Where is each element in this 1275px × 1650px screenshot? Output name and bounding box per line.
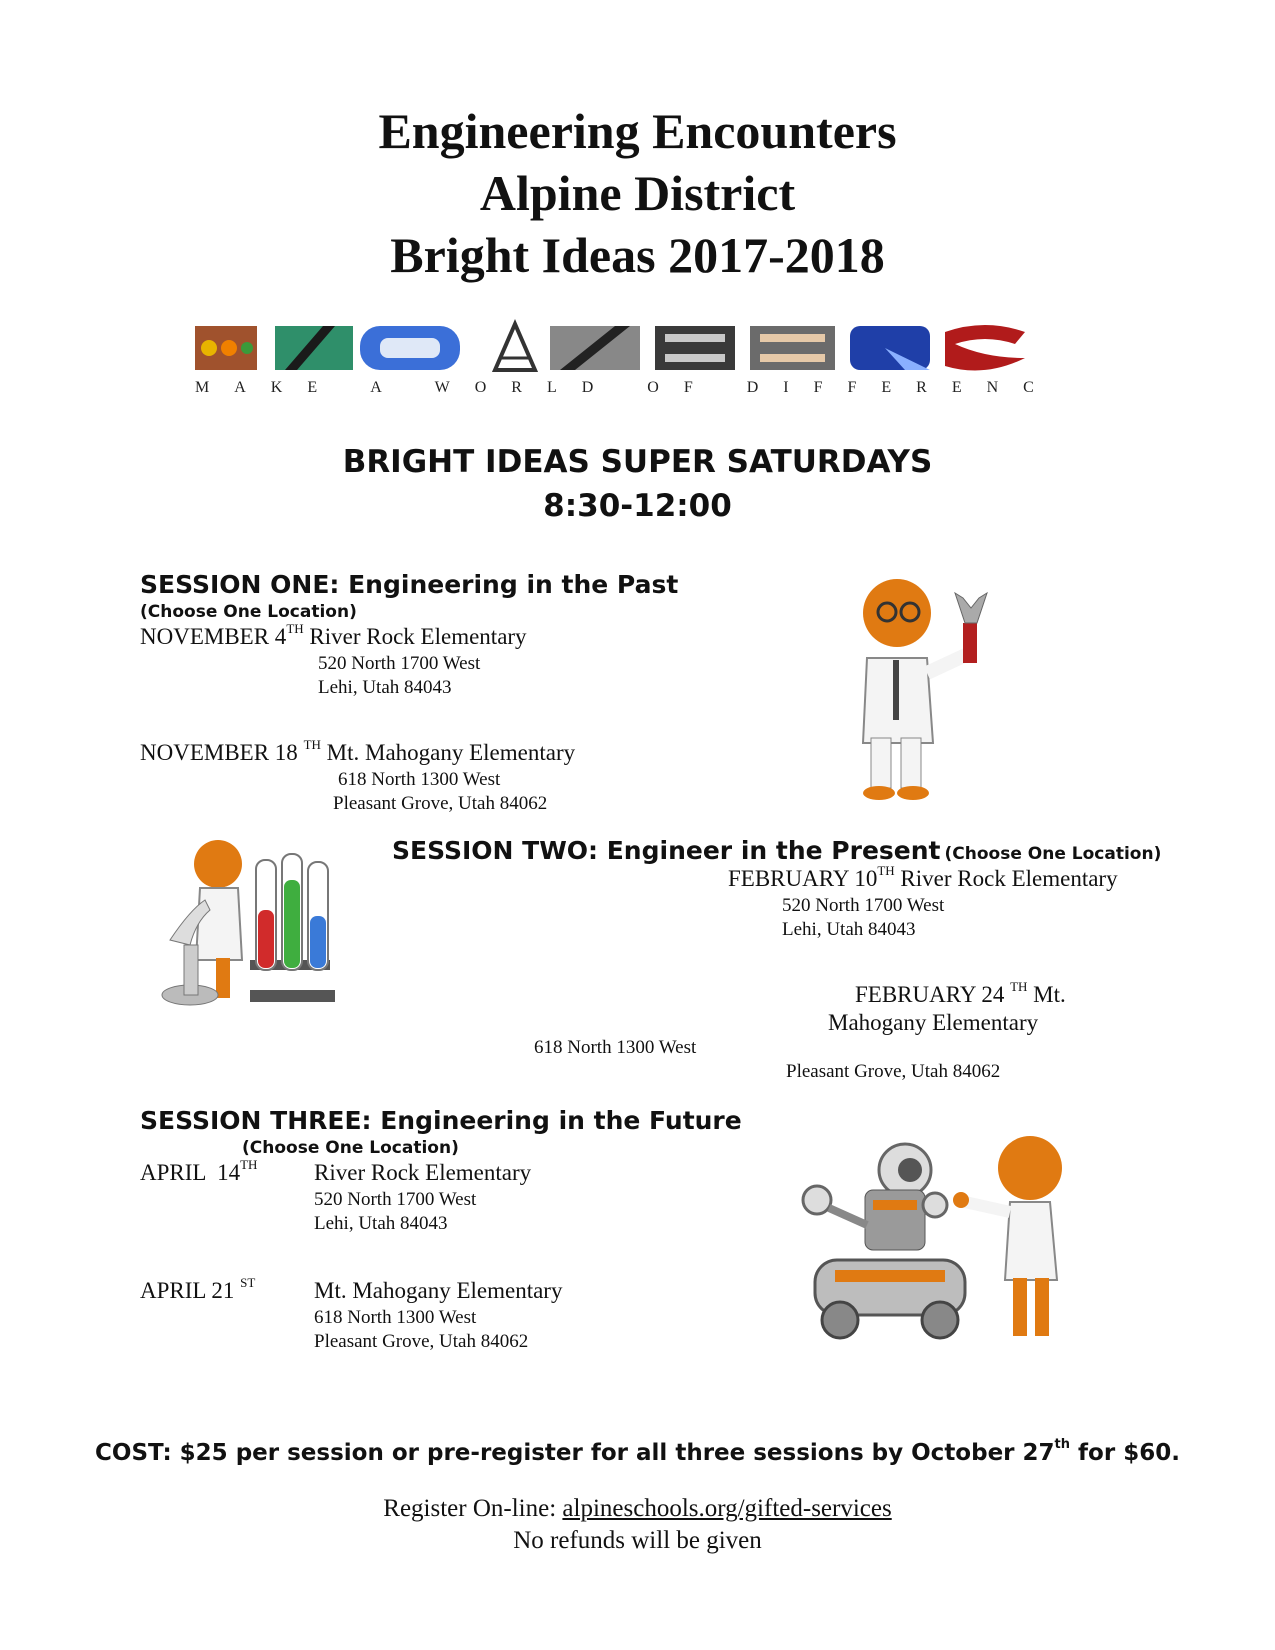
robot-engineer-illustration bbox=[795, 1130, 1095, 1350]
date-text: NOVEMBER 4 bbox=[140, 624, 287, 649]
city: Lehi, Utah 84043 bbox=[318, 677, 452, 698]
session-three-choose: (Choose One Location) bbox=[242, 1138, 459, 1158]
street: 618 North 1300 West bbox=[338, 769, 501, 790]
session-one-address-1 bbox=[318, 652, 480, 700]
date-suffix: TH bbox=[240, 1157, 258, 1172]
city: Lehi, Utah 84043 bbox=[314, 1213, 448, 1234]
school-name: Mt. Mahogany Elementary bbox=[326, 740, 576, 765]
engineer-wrench-illustration bbox=[855, 578, 1015, 803]
session-one-date-2 bbox=[140, 737, 576, 766]
cost-text: COST: $25 per session or pre-register for all three sessions by October 27 bbox=[95, 1440, 1055, 1466]
session-two-choose: (Choose One Location) bbox=[944, 844, 1162, 864]
date-text: FEBRUARY 24 bbox=[855, 982, 1005, 1007]
session-two-heading bbox=[392, 836, 1161, 865]
date-text: FEBRUARY 10 bbox=[728, 866, 878, 891]
date-suffix: ST bbox=[240, 1275, 256, 1290]
date-text: APRIL 14 bbox=[140, 1160, 241, 1185]
city: Pleasant Grove, Utah 84062 bbox=[314, 1331, 529, 1352]
street: 520 North 1700 West bbox=[314, 1189, 477, 1210]
register-label: Register On-line: bbox=[383, 1495, 557, 1522]
date-suffix: TH bbox=[303, 737, 321, 752]
title-line-3: Bright Ideas 2017-2018 bbox=[390, 227, 885, 283]
super-saturdays-title: BRIGHT IDEAS SUPER SATURDAYS bbox=[342, 444, 933, 480]
register-line bbox=[0, 1495, 1275, 1523]
super-saturdays-time: 8:30-12:00 bbox=[543, 488, 732, 524]
session-three-address-1 bbox=[314, 1188, 476, 1236]
cost-suffix: for $60. bbox=[1070, 1440, 1180, 1466]
session-one-address-2 bbox=[338, 768, 500, 792]
session-one-address-2-city bbox=[333, 792, 547, 816]
document-title bbox=[0, 100, 1275, 286]
session-three-date-1 bbox=[140, 1157, 258, 1186]
session-two-street-2: 618 North 1300 West bbox=[534, 1037, 697, 1058]
session-two-school-2b: Mahogany Elementary bbox=[828, 1010, 1039, 1035]
engineers-logo bbox=[195, 318, 1035, 398]
super-saturdays-heading bbox=[0, 440, 1275, 528]
school-name-a: Mt. bbox=[1033, 982, 1066, 1007]
session-two-address-1 bbox=[782, 894, 944, 942]
session-three-title: SESSION THREE: Engineering in the Future bbox=[140, 1106, 742, 1135]
city: Pleasant Grove, Utah 84062 bbox=[333, 793, 548, 814]
street: 520 North 1700 West bbox=[782, 895, 945, 916]
session-three-school-1: River Rock Elementary bbox=[314, 1160, 532, 1185]
date-text: NOVEMBER 18 bbox=[140, 740, 298, 765]
register-link[interactable]: alpineschools.org/gifted-services bbox=[562, 1495, 892, 1522]
session-three-date-2 bbox=[140, 1275, 256, 1304]
session-two-date-2 bbox=[855, 979, 1066, 1008]
school-name: River Rock Elementary bbox=[309, 624, 527, 649]
school-name: River Rock Elementary bbox=[900, 866, 1118, 891]
street: 520 North 1700 West bbox=[318, 653, 481, 674]
title-line-1: Engineering Encounters bbox=[378, 103, 897, 159]
city: Lehi, Utah 84043 bbox=[782, 919, 916, 940]
cost-line bbox=[0, 1437, 1275, 1466]
session-one-date-1 bbox=[140, 621, 527, 650]
logo-tagline: MAKE A WORLD OF DIFFERENCE bbox=[195, 379, 1035, 396]
session-two-date-1 bbox=[728, 863, 1118, 892]
date-suffix: TH bbox=[1010, 979, 1028, 994]
street: 618 North 1300 West bbox=[314, 1307, 477, 1328]
session-three-address-2 bbox=[314, 1306, 528, 1354]
engineers-logo-graphic bbox=[195, 318, 1035, 398]
date-suffix: TH bbox=[877, 863, 895, 878]
no-refunds-note: No refunds will be given bbox=[513, 1527, 762, 1554]
title-line-2: Alpine District bbox=[479, 165, 796, 221]
session-three-school-2: Mt. Mahogany Elementary bbox=[314, 1278, 563, 1303]
session-two-title: SESSION TWO: Engineer in the Present bbox=[392, 836, 941, 865]
session-one-choose: (Choose One Location) bbox=[140, 602, 357, 622]
date-suffix: TH bbox=[286, 621, 304, 636]
scientist-microscope-illustration bbox=[160, 840, 340, 1010]
session-two-city-2: Pleasant Grove, Utah 84062 bbox=[786, 1061, 1001, 1082]
cost-sup: th bbox=[1054, 1437, 1071, 1452]
session-one-title: SESSION ONE: Engineering in the Past bbox=[140, 570, 679, 599]
date-text: APRIL 21 bbox=[140, 1278, 235, 1303]
